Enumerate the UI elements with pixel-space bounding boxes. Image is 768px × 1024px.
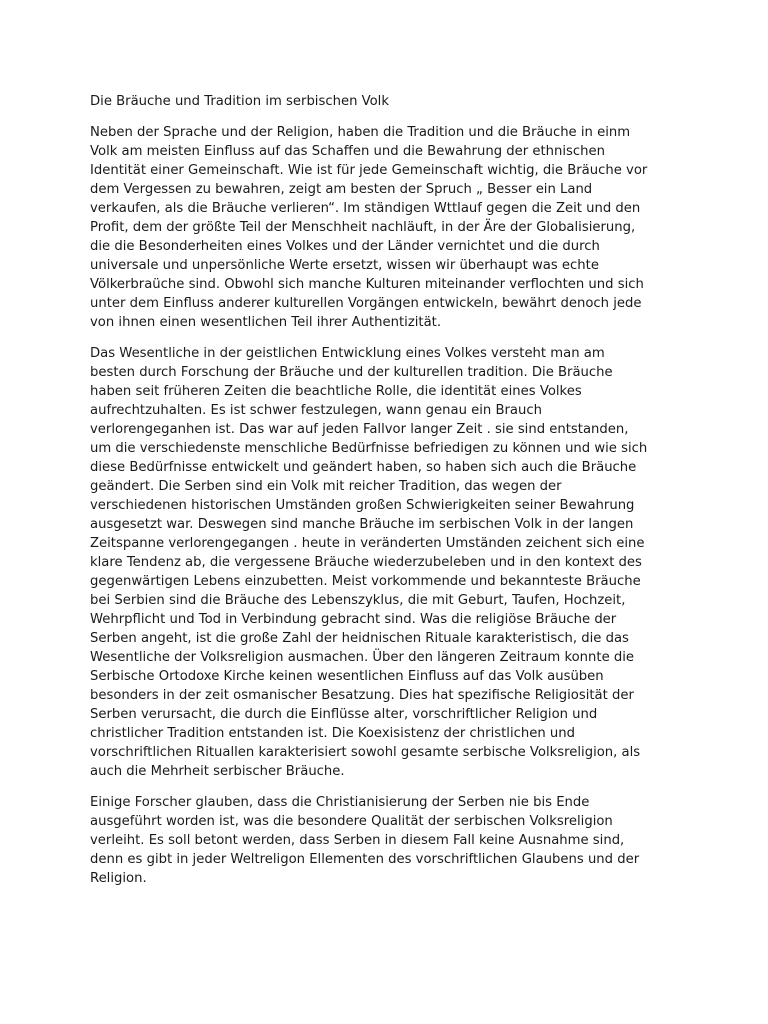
document-title: Die Bräuche und Tradition im serbischen Volk [90, 94, 389, 109]
document-page [90, 92, 680, 900]
paragraph-3: Einige Forscher glauben, dass die Christianisierung der Serben nie bis Ende ausgeführt worden ist, was die besondere Qualität der serbischen Volksreligion verleiht. Es soll betont werden, dass Serben in diesem Fall keine Ausnahme sind, denn es gibt in jeder Weltreligon Ellementen des vorschriftlichen Glaubens und der Religion. [90, 795, 640, 886]
paragraph-2: Das Wesentliche in der geistlichen Entwicklung eines Volkes versteht man am besten durch Forschung der Bräuche und der kulturellen tradition. Die Bräuche haben seit früheren Zeiten die beachtliche Rolle, die identität eines Volkes aufrechtzuhalten. Es ist schwer festzulegen, wann genau ein Brauch verlorengeganhen ist. Das war auf jeden Fallvor langer Zeit . sie sind entstanden, um die verschiedenste menschliche Bedürfnisse befriedigen zu können und wie sich diese Bedürfnisse entwickelt und geändert haben, so haben sich auch die Bräuche geändert. Die Serben sind ein Volk mit reicher Tradition, das wegen der verschiedenen historischen Umständen großen Schwierigkeiten seiner Bewahrung ausgesetzt war. Deswegen sind manche Bräuche im serbischen Volk in der langen Zeitspanne verlorengegangen . heute in veränderten Umständen zeichent sich eine klare Tendenz ab, die vergessene Bräuche wiederzubeleben und in den kontext des gegenwärtigen Lebens einzubetten. Meist vorkommende und bekannteste Bräuche bei Serbien sind die Bräuche des Lebenszyklus, die mit Geburt, Taufen, Hochzeit, Wehrpflicht und Tod in Verbindung gebracht sind. Was die religiöse Bräuche der Serben angeht, ist die große Zahl der heidnischen Rituale karakteristisch, die das Wesentliche der Volksreligion ausmachen. Über den längeren Zeitraum konnte die Serbische Ortodoxe Kirche keinen wesentlichen Einfluss auf das Volk ausüben besonders in der zeit osmanischer Besatzung. Dies hat spezifische Religiosität der Serben verursacht, die durch die Einflüsse alter, vorschriftlicher Religion und christlicher Tradition entstanden ist. Die Koexisistenz der christlichen und vorschriftlichen Rituallen karakterisiert sowohl gesamte serbische Volksreligion, als auch die Mehrheit serbischer Bräuche. [90, 346, 648, 779]
paragraph-1: Neben der Sprache und der Religion, haben die Tradition und die Bräuche in einm Volk am meisten Einfluss auf das Schaffen und die Bewahrung der ethnischen Identität einer Gemeinschaft. Wie ist für jede Gemeinschaft wichtig, die Bräuche vor dem Vergessen zu bewahren, zeigt am besten der Spruch „ Besser ein Land verkaufen, als die Bräuche verlieren“. Im ständigen Wttlauf gegen die Zeit und den Profit, dem der größte Teil der Menschheit nachläuft, in der Äre der Globalisierung, die die Besonderheiten eines Volkes und der Länder vernichtet und die durch universale und unpersönliche Werte ersetzt, wissen wir überhaupt was echte Völkerbraüche sind. Obwohl sich manche Kulturen miteinander verflochten und sich unter dem Einfluss anderer kulturellen Vorgängen entwickeln, bewährt denoch jede von ihnen einen wesentlichen Teil ihrer Authentizität. [90, 125, 648, 330]
